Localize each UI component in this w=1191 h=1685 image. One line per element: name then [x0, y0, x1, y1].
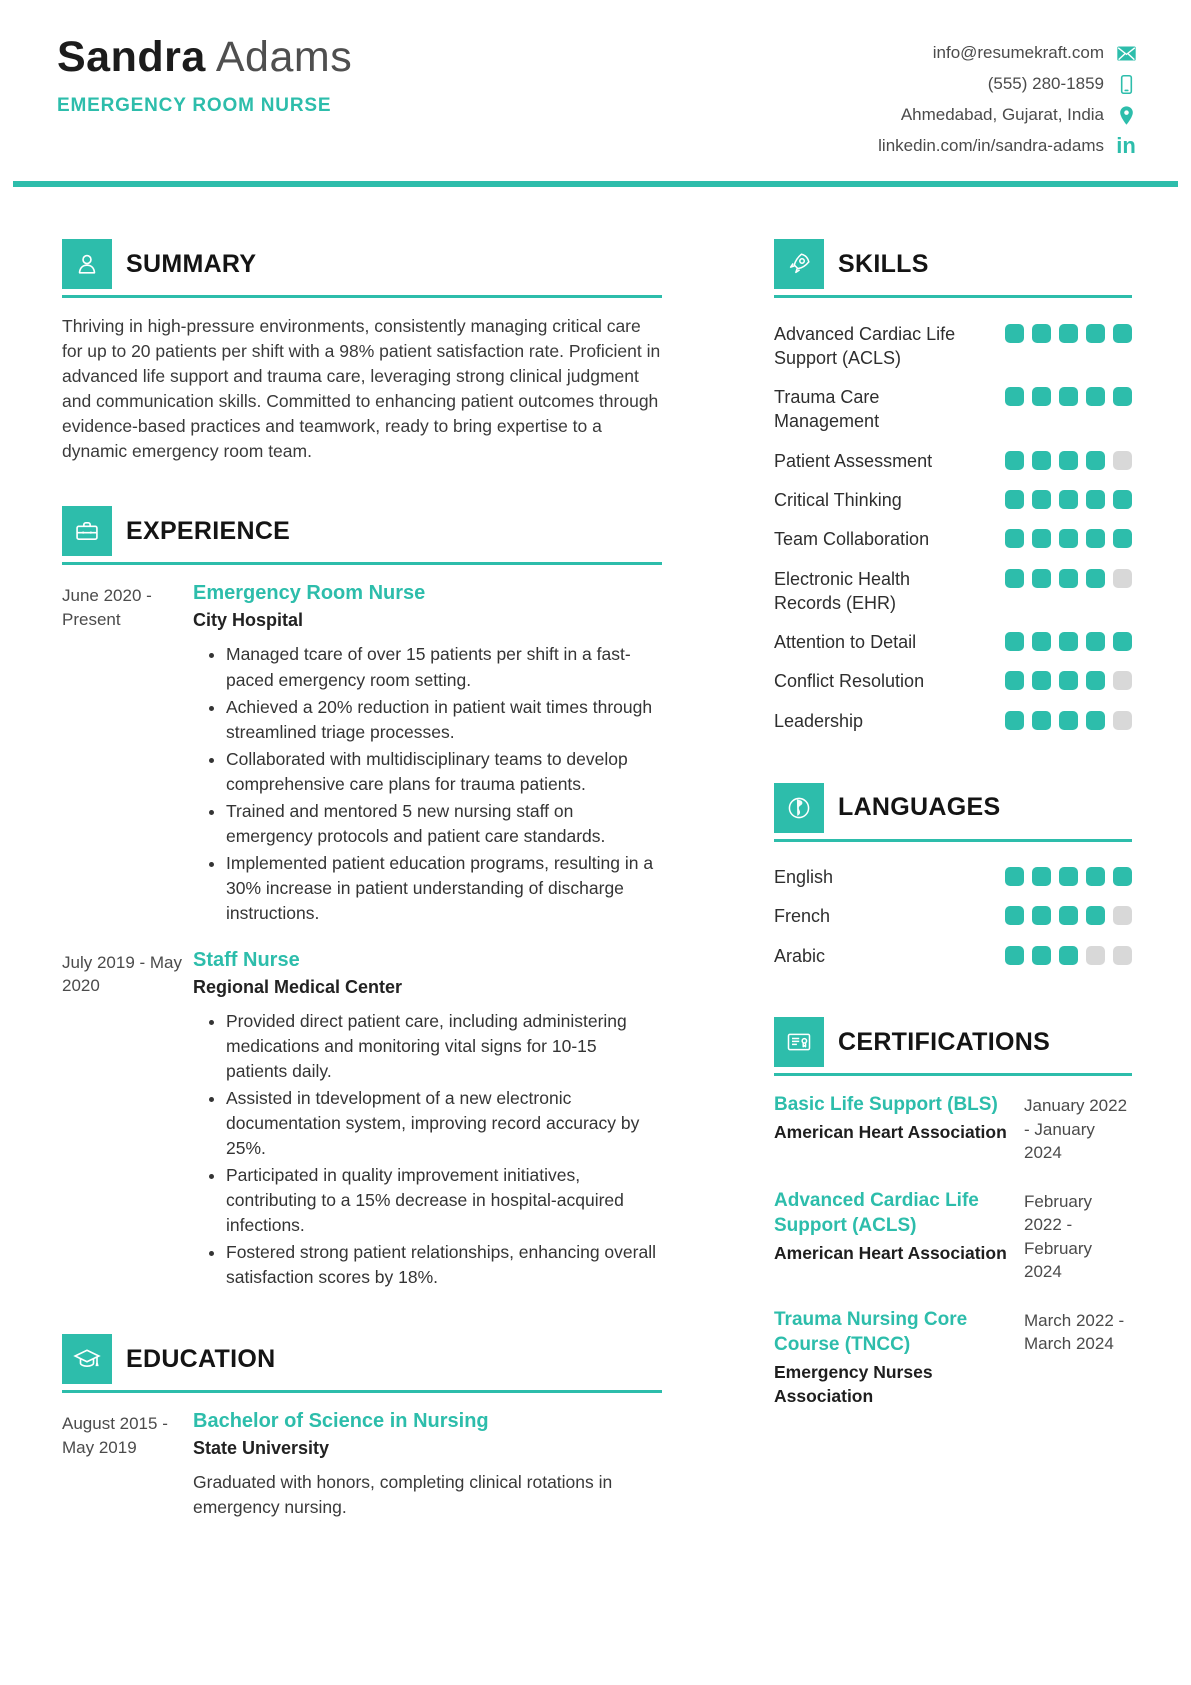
- level-square-filled: [1032, 632, 1051, 651]
- level-square-filled: [1086, 671, 1105, 690]
- skill-row: [774, 441, 1132, 480]
- resume-body: [0, 187, 1191, 1602]
- certification-name: Trauma Nursing Core Course (TNCC): [774, 1308, 968, 1356]
- contact-location[interactable]: [901, 104, 1137, 126]
- skill-level-squares: [1005, 867, 1132, 886]
- level-square-empty: [1113, 906, 1132, 925]
- last-name: Adams: [215, 33, 353, 81]
- first-name: Sandra: [57, 33, 206, 81]
- experience-title: EXPERIENCE: [126, 516, 291, 545]
- skill-level-squares: [1005, 490, 1132, 509]
- education-section-head: [62, 1334, 662, 1384]
- level-square-filled: [1032, 711, 1051, 730]
- level-square-filled: [1032, 906, 1051, 925]
- skill-level-squares: [1005, 324, 1132, 343]
- certification-dates: March 2022 - March 2024: [1024, 1310, 1125, 1354]
- education-entry: [62, 1409, 662, 1519]
- briefcase-icon: [62, 506, 112, 556]
- skill-row: [774, 897, 1132, 936]
- level-square-empty: [1113, 569, 1132, 588]
- education-main: [193, 1409, 662, 1519]
- skills-title: SKILLS: [838, 249, 929, 278]
- certification-entry: [774, 1092, 1132, 1164]
- skill-row: [774, 701, 1132, 740]
- level-square-filled: [1005, 387, 1024, 406]
- phone-icon: [1115, 73, 1137, 95]
- skill-level-squares: [1005, 632, 1132, 651]
- level-square-filled: [1005, 451, 1024, 470]
- certification-main: [774, 1307, 1012, 1409]
- contact-block: [878, 34, 1137, 157]
- skill-level-squares: [1005, 906, 1132, 925]
- skill-row: [774, 314, 1132, 378]
- level-square-filled: [1059, 490, 1078, 509]
- experience-entry: [62, 948, 662, 1293]
- certification-org: American Heart Association: [774, 1122, 1007, 1143]
- level-square-filled: [1086, 529, 1105, 548]
- skills-section-head: [774, 239, 1132, 289]
- bullet-item: • Implemented patient education programs, resulting in a 30% increase in patient understanding of discharge instructions.: [226, 851, 662, 926]
- job-company: Regional Medical Center: [193, 976, 403, 997]
- job-dates: July 2019 - May 2020: [62, 952, 182, 996]
- skills-rule: [774, 295, 1132, 298]
- level-square-filled: [1032, 671, 1051, 690]
- level-square-filled: [1032, 451, 1051, 470]
- level-square-empty: [1086, 946, 1105, 965]
- languages-section-head: [774, 783, 1132, 833]
- level-square-filled: [1059, 387, 1078, 406]
- job-company: City Hospital: [193, 610, 304, 631]
- level-square-filled: [1059, 451, 1078, 470]
- contact-location-text: Ahmedabad, Gujarat, India: [900, 105, 1104, 124]
- level-square-empty: [1113, 711, 1132, 730]
- linkedin-icon: in: [1116, 133, 1136, 158]
- level-square-filled: [1005, 529, 1024, 548]
- bullet-item: • Fostered strong patient relationships, enhancing overall satisfaction scores by 18%.: [226, 1240, 662, 1290]
- graduation-cap-icon: [62, 1334, 112, 1384]
- skill-level-squares: [1005, 711, 1132, 730]
- rocket-icon: [774, 239, 824, 289]
- skill-name: Conflict Resolution: [774, 671, 925, 692]
- certification-org: American Heart Association: [774, 1243, 1007, 1264]
- level-square-filled: [1086, 711, 1105, 730]
- education-description: Graduated with honors, completing clinical rotations in emergency nursing.: [193, 1471, 613, 1517]
- level-square-filled: [1032, 490, 1051, 509]
- experience-section: [62, 506, 662, 1292]
- skill-level-squares: [1005, 387, 1132, 406]
- level-square-filled: [1086, 324, 1105, 343]
- level-square-filled: [1005, 906, 1024, 925]
- level-square-filled: [1086, 451, 1105, 470]
- skill-row: [774, 623, 1132, 662]
- bullet-item: • Managed tcare of over 15 patients per shift in a fast-paced emergency room setting.: [226, 642, 662, 692]
- bullet-item: • Provided direct patient care, including administering medications and monitoring vital signs for 10-15 patients daily.: [226, 1009, 662, 1084]
- identity-block: [57, 34, 352, 117]
- level-square-filled: [1086, 906, 1105, 925]
- certification-main: [774, 1092, 1012, 1164]
- level-square-filled: [1005, 569, 1024, 588]
- skill-name: English: [774, 867, 834, 888]
- certification-dates: February 2022 - February 2024: [1024, 1191, 1093, 1282]
- person-icon: [62, 239, 112, 289]
- level-square-filled: [1032, 324, 1051, 343]
- certificate-icon: [774, 1017, 824, 1067]
- certification-entry: [774, 1188, 1132, 1284]
- level-square-filled: [1059, 906, 1078, 925]
- bullet-item: • Participated in quality improvement initiatives, contributing to a 15% decrease in hospital-acquired infections.: [226, 1163, 662, 1238]
- level-square-filled: [1005, 324, 1024, 343]
- level-square-filled: [1059, 632, 1078, 651]
- job-main: [193, 581, 662, 928]
- education-degree: Bachelor of Science in Nursing: [193, 1410, 489, 1433]
- right-column: [774, 239, 1132, 1562]
- certifications-section-head: [774, 1017, 1132, 1067]
- skill-level-squares: [1005, 529, 1132, 548]
- languages-title: LANGUAGES: [838, 793, 1001, 822]
- level-square-filled: [1086, 632, 1105, 651]
- level-square-filled: [1113, 324, 1132, 343]
- skill-row: [774, 936, 1132, 975]
- skill-name: Leadership: [774, 710, 864, 731]
- bullet-item: • Achieved a 20% reduction in patient wait times through streamlined triage processes.: [226, 695, 662, 745]
- education-school: State University: [193, 1438, 330, 1459]
- contact-email-text: info@resumekraft.com: [932, 43, 1104, 62]
- level-square-filled: [1005, 946, 1024, 965]
- skill-name: French: [774, 906, 831, 927]
- experience-section-head: [62, 506, 662, 556]
- skill-level-squares: [1005, 451, 1132, 470]
- job-bullets: [193, 1009, 662, 1290]
- job-bullets: [193, 642, 662, 925]
- skill-row: [774, 559, 1132, 623]
- level-square-filled: [1005, 632, 1024, 651]
- bullet-item: • Trained and mentored 5 new nursing staff on emergency protocols and patient care standards.: [226, 799, 662, 849]
- languages-list: [774, 858, 1132, 976]
- header: [0, 0, 1191, 157]
- certifications-rule: [774, 1073, 1132, 1076]
- summary-rule: [62, 295, 662, 298]
- education-rule: [62, 1390, 662, 1393]
- skill-row: [774, 378, 1132, 442]
- job-title: EMERGENCY ROOM NURSE: [57, 95, 332, 117]
- skill-name: Patient Assessment: [774, 450, 933, 471]
- level-square-filled: [1005, 490, 1024, 509]
- contact-phone[interactable]: [988, 73, 1137, 95]
- skill-name: Attention to Detail: [774, 632, 917, 653]
- level-square-filled: [1059, 569, 1078, 588]
- contact-phone-text: (555) 280-1859: [987, 74, 1104, 93]
- level-square-filled: [1086, 867, 1105, 886]
- level-square-filled: [1086, 569, 1105, 588]
- languages-rule: [774, 839, 1132, 842]
- level-square-filled: [1113, 867, 1132, 886]
- level-square-filled: [1059, 867, 1078, 886]
- person-name: [57, 34, 352, 81]
- skill-row: [774, 480, 1132, 519]
- level-square-filled: [1059, 711, 1078, 730]
- skill-name: Electronic Health Records (EHR): [774, 568, 911, 613]
- education-dates: August 2015 - May 2019: [62, 1414, 168, 1457]
- job-main: [193, 948, 662, 1293]
- experience-entries: [62, 581, 662, 1292]
- level-square-empty: [1113, 671, 1132, 690]
- experience-rule: [62, 562, 662, 565]
- skills-list: [774, 314, 1132, 741]
- certification-main: [774, 1188, 1012, 1284]
- contact-email[interactable]: [933, 42, 1137, 64]
- certification-entry: [774, 1307, 1132, 1409]
- bullet-item: • Assisted in tdevelopment of a new electronic documentation system, improving record accuracy by 25%.: [226, 1086, 662, 1161]
- location-icon: [1115, 104, 1137, 126]
- level-square-empty: [1113, 946, 1132, 965]
- job-role: Emergency Room Nurse: [193, 582, 426, 605]
- certification-name: Advanced Cardiac Life Support (ACLS): [774, 1189, 979, 1237]
- level-square-filled: [1059, 671, 1078, 690]
- level-square-filled: [1005, 671, 1024, 690]
- email-icon: [1115, 42, 1137, 64]
- skill-level-squares: [1005, 671, 1132, 690]
- level-square-filled: [1113, 387, 1132, 406]
- skill-row: [774, 520, 1132, 559]
- level-square-filled: [1059, 324, 1078, 343]
- skill-name: Trauma Care Management: [774, 387, 880, 432]
- certification-name: Basic Life Support (BLS): [774, 1094, 998, 1116]
- level-square-filled: [1086, 490, 1105, 509]
- summary-text: Thriving in high-pressure environments, consistently managing critical care for up to 20 patients per shift with a 98% patient satisfaction rate. Proficient in advanced life support and trauma care, leveraging strong clinical judgment and communication skills. Committed to enhancing patient outcomes through evidence-based practices and teamwork, ready to bring expertise to a dynamic emergency room team.: [62, 316, 661, 462]
- skill-level-squares: [1005, 569, 1132, 588]
- level-square-filled: [1032, 867, 1051, 886]
- job-dates: June 2020 - Present: [62, 586, 152, 629]
- skill-name: Advanced Cardiac Life Support (ACLS): [774, 323, 956, 368]
- education-title: EDUCATION: [126, 1344, 276, 1373]
- certification-org: Emergency Nurses Association: [774, 1361, 933, 1407]
- skill-name: Critical Thinking: [774, 489, 902, 510]
- level-square-filled: [1059, 529, 1078, 548]
- contact-linkedin-text: linkedin.com/in/sandra-adams: [878, 136, 1104, 155]
- level-square-filled: [1005, 867, 1024, 886]
- experience-entry: [62, 581, 662, 928]
- certification-dates: January 2022 - January 2024: [1024, 1096, 1128, 1163]
- level-square-filled: [1059, 946, 1078, 965]
- left-column: [62, 239, 662, 1562]
- contact-linkedin[interactable]: [878, 135, 1137, 157]
- summary-section-head: [62, 239, 662, 289]
- certifications-section: [774, 1017, 1132, 1408]
- summary-section: [62, 239, 662, 464]
- bullet-item: • Collaborated with multidisciplinary teams to develop comprehensive care plans for trauma patients.: [226, 747, 662, 797]
- level-square-filled: [1032, 529, 1051, 548]
- skills-section: [774, 239, 1132, 741]
- level-square-empty: [1113, 451, 1132, 470]
- languages-section: [774, 783, 1132, 976]
- job-role: Staff Nurse: [193, 948, 300, 971]
- level-square-filled: [1032, 946, 1051, 965]
- skill-name: Team Collaboration: [774, 529, 930, 550]
- skill-level-squares: [1005, 946, 1132, 965]
- level-square-filled: [1032, 387, 1051, 406]
- level-square-filled: [1113, 632, 1132, 651]
- summary-title: SUMMARY: [126, 249, 257, 278]
- skill-row: [774, 662, 1132, 701]
- globe-icon: [774, 783, 824, 833]
- level-square-filled: [1005, 711, 1024, 730]
- certifications-list: [774, 1092, 1132, 1408]
- level-square-filled: [1113, 490, 1132, 509]
- certifications-title: CERTIFICATIONS: [838, 1027, 1051, 1056]
- level-square-filled: [1113, 529, 1132, 548]
- skill-row: [774, 858, 1132, 897]
- education-section: [62, 1334, 662, 1519]
- level-square-filled: [1032, 569, 1051, 588]
- skill-name: Arabic: [774, 945, 826, 966]
- level-square-filled: [1086, 387, 1105, 406]
